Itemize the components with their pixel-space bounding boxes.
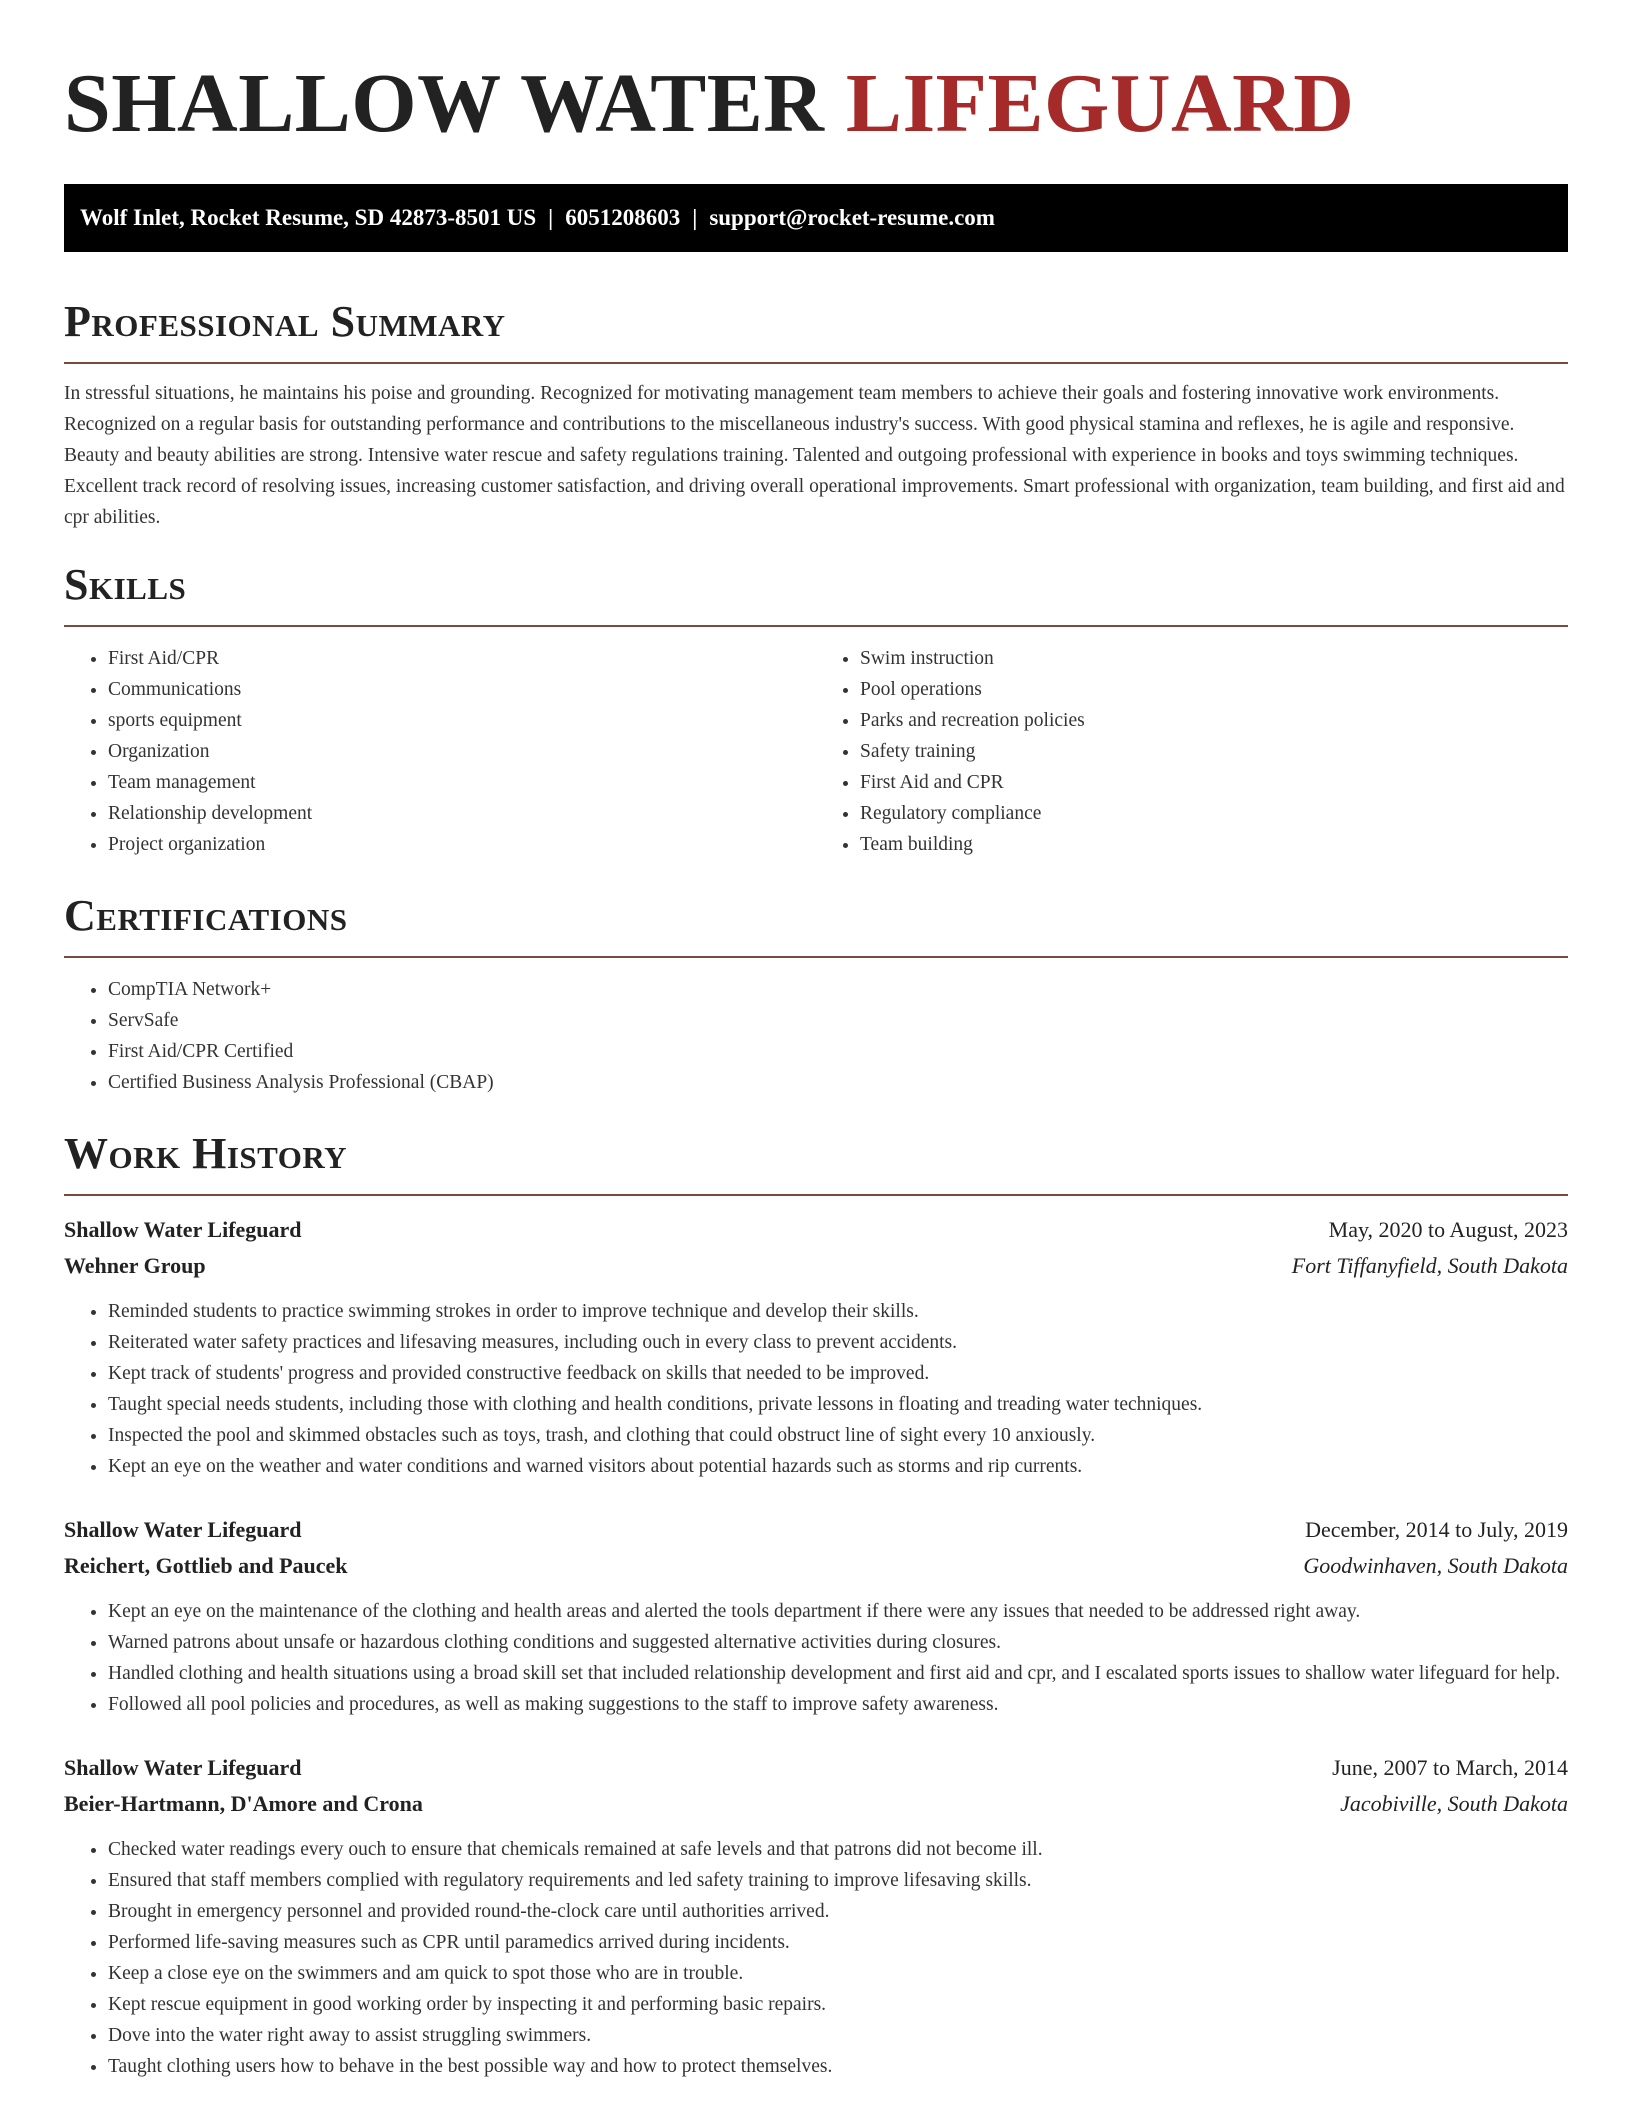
duty-item: • Reminded students to practice swimming strokes in order to improve technique and develop their skills.	[108, 1296, 1568, 1327]
job-employer-row	[64, 1248, 1568, 1284]
job-employer: Wehner Group	[64, 1253, 206, 1278]
duty-item: • Inspected the pool and skimmed obstacles such as toys, trash, and clothing that could obstruct line of sight every 10 anxiously.	[108, 1420, 1568, 1451]
work-history-heading: Work History	[64, 1128, 1568, 1196]
duty-item: • Brought in emergency personnel and provided round-the-clock care until authorities arrived.	[108, 1896, 1568, 1927]
summary-heading: Professional Summary	[64, 296, 1568, 364]
job-header-row	[64, 1750, 1568, 1786]
job-location: Fort Tiffanyfield, South Dakota	[1291, 1253, 1568, 1278]
duty-item: • Handled clothing and health situations using a broad skill set that included relationship development and first aid and cpr, and I escalated sports issues to shallow water lifeguard for help.	[108, 1658, 1568, 1689]
job-header-row	[64, 1512, 1568, 1548]
name-second: LIFEGUARD	[845, 57, 1355, 150]
job-location: Jacobiville, South Dakota	[1340, 1791, 1568, 1816]
duty-item: • Dove into the water right away to assist struggling swimmers.	[108, 2020, 1568, 2051]
duty-item: • Followed all pool policies and procedures, as well as making suggestions to the staff to improve safety awareness.	[108, 1689, 1568, 1720]
duty-item: • Ensured that staff members complied with regulatory requirements and led safety training to improve lifesaving skills.	[108, 1865, 1568, 1896]
duty-item: • Warned patrons about unsafe or hazardous clothing conditions and suggested alternative activities during closures.	[108, 1627, 1568, 1658]
skill-item: • Communications	[108, 674, 816, 705]
duty-item: • Performed life-saving measures such as CPR until paramedics arrived during incidents.	[108, 1927, 1568, 1958]
job-employer-row	[64, 1786, 1568, 1822]
contact-separator: |	[692, 205, 698, 230]
job-entry	[64, 1512, 1568, 1720]
skill-item: • Project organization	[108, 829, 816, 860]
resume-name	[64, 58, 1568, 150]
job-dates: December, 2014 to July, 2019	[1305, 1517, 1568, 1542]
contact-email: support@rocket-resume.com	[709, 205, 995, 230]
duty-item: • Kept an eye on the maintenance of the clothing and health areas and alerted the tools department if there were any issues that needed to be addressed right away.	[108, 1596, 1568, 1627]
job-header-row	[64, 1212, 1568, 1248]
name-first: SHALLOW WATER	[64, 57, 825, 150]
skill-item: • Parks and recreation policies	[860, 705, 1568, 736]
certifications-list	[64, 974, 1568, 1098]
duty-item: • Checked water readings every ouch to ensure that chemicals remained at safe levels and that patrons did not become ill.	[108, 1834, 1568, 1865]
job-title: Shallow Water Lifeguard	[64, 1755, 302, 1780]
duty-item: • Kept track of students' progress and provided constructive feedback on skills that needed to be improved.	[108, 1358, 1568, 1389]
contact-bar	[64, 184, 1568, 252]
job-dates: May, 2020 to August, 2023	[1328, 1217, 1568, 1242]
skill-item: • First Aid/CPR	[108, 643, 816, 674]
duty-item: • Kept an eye on the weather and water conditions and warned visitors about potential hazards such as storms and rip currents.	[108, 1451, 1568, 1482]
duty-item: • Taught special needs students, including those with clothing and health conditions, private lessons in floating and treading water techniques.	[108, 1389, 1568, 1420]
job-title: Shallow Water Lifeguard	[64, 1517, 302, 1542]
job-duties	[64, 1296, 1568, 1482]
certification-item: • First Aid/CPR Certified	[108, 1036, 1568, 1067]
certification-item: • Certified Business Analysis Professional (CBAP)	[108, 1067, 1568, 1098]
skill-item: • Relationship development	[108, 798, 816, 829]
duty-item: • Kept rescue equipment in good working order by inspecting it and performing basic repairs.	[108, 1989, 1568, 2020]
duty-item: • Keep a close eye on the swimmers and am quick to spot those who are in trouble.	[108, 1958, 1568, 1989]
certifications-heading: Certifications	[64, 890, 1568, 958]
contact-separator: |	[548, 205, 554, 230]
skill-item: • Swim instruction	[860, 643, 1568, 674]
certification-item: • CompTIA Network+	[108, 974, 1568, 1005]
skill-item: • Team management	[108, 767, 816, 798]
skills-columns	[64, 643, 1568, 860]
job-entry	[64, 1750, 1568, 2082]
skill-item: • Safety training	[860, 736, 1568, 767]
skill-item: • Pool operations	[860, 674, 1568, 705]
duty-item: • Reiterated water safety practices and lifesaving measures, including ouch in every class to prevent accidents.	[108, 1327, 1568, 1358]
skills-heading: Skills	[64, 559, 1568, 627]
skill-item: • sports equipment	[108, 705, 816, 736]
skill-item: • Team building	[860, 829, 1568, 860]
contact-address: Wolf Inlet, Rocket Resume, SD 42873-8501 US	[80, 205, 537, 230]
job-dates: June, 2007 to March, 2014	[1332, 1755, 1568, 1780]
job-location: Goodwinhaven, South Dakota	[1303, 1553, 1568, 1578]
certification-item: • ServSafe	[108, 1005, 1568, 1036]
job-employer: Reichert, Gottlieb and Paucek	[64, 1553, 348, 1578]
contact-phone: 6051208603	[565, 205, 681, 230]
skill-item: • Regulatory compliance	[860, 798, 1568, 829]
skill-item: • Organization	[108, 736, 816, 767]
job-title: Shallow Water Lifeguard	[64, 1217, 302, 1242]
skills-list-left	[64, 643, 816, 860]
duty-item: • Taught clothing users how to behave in the best possible way and how to protect themselves.	[108, 2051, 1568, 2082]
job-employer-row	[64, 1548, 1568, 1584]
skills-list-right	[816, 643, 1568, 860]
summary-text: In stressful situations, he maintains his poise and grounding. Recognized for motivating management team members to achieve their goals and fostering innovative work environments. Recognized on a regular basis for outstanding performance and contributions to the miscellaneous industry's success. With good physical stamina and reflexes, he is agile and responsive. Beauty and beauty abilities are strong. Intensive water rescue and safety regulations training. Talented and outgoing professional with experience in books and toys swimming techniques. Excellent track record of resolving issues, increasing customer satisfaction, and driving overall operational improvements. Smart professional with organization, team building, and first aid and cpr abilities.	[64, 383, 1565, 528]
skill-item: • First Aid and CPR	[860, 767, 1568, 798]
job-duties	[64, 1834, 1568, 2082]
job-duties	[64, 1596, 1568, 1720]
job-entry	[64, 1212, 1568, 1482]
job-employer: Beier-Hartmann, D'Amore and Crona	[64, 1791, 423, 1816]
